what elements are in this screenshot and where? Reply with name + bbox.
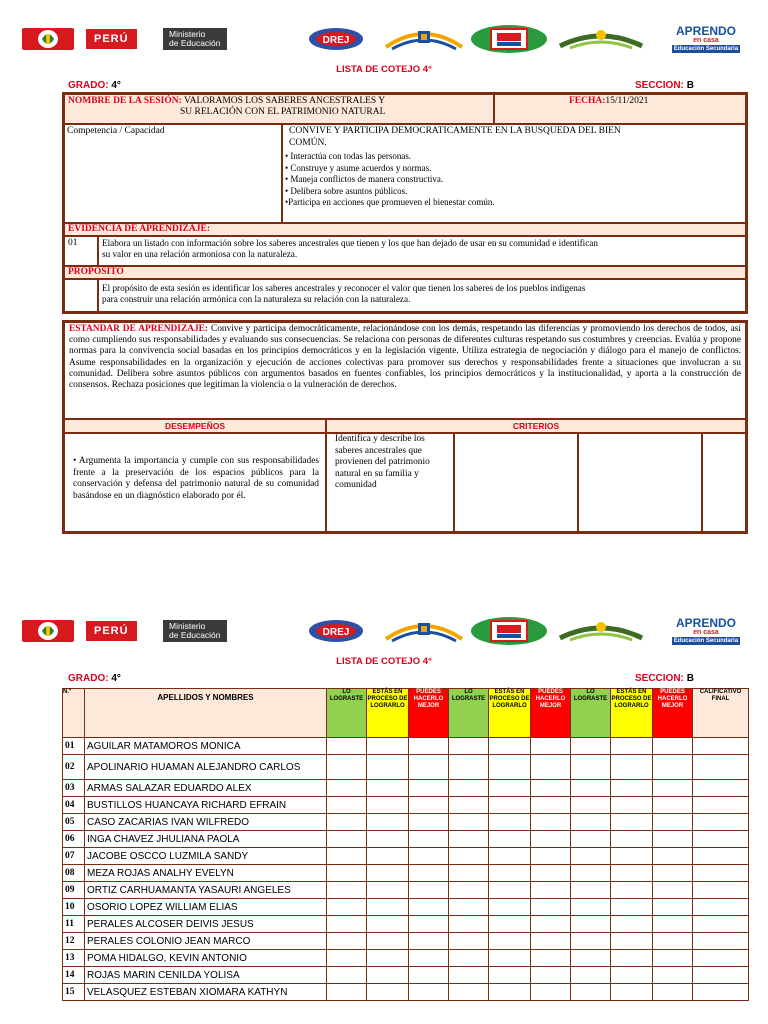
check-cell[interactable] [489, 848, 531, 865]
check-cell[interactable] [409, 933, 449, 950]
check-cell[interactable] [489, 831, 531, 848]
student-name: OSORIO LOPEZ WILLIAM ELIAS [85, 899, 327, 916]
check-cell[interactable] [327, 865, 367, 882]
col-proceso-header: ESTÁS EN PROCESO DE LOGRARLO [611, 689, 653, 738]
proposito-text: El propósito de esta sesión es identificar los saberes ancestrales y reconocer el valor que tienen los saberes de los pueblos indígenas para construir una relación armónica con la naturaleza su relación con la naturaleza. [98, 279, 746, 312]
final-grade-cell[interactable] [693, 814, 749, 831]
drej-text: DREJ [322, 35, 350, 46]
check-cell[interactable] [489, 950, 531, 967]
check-cell[interactable] [489, 984, 531, 1001]
competencia-cell: CONVIVE Y PARTICIPA DEMOCRATICAMENTE EN LA BUSQUEDA DEL BIEN COMÚN. • Interactúa con todas las personas. • Construye y asume acuerdos y normas. • Maneja conflictos de manera constructiva. • Delibera sobre asuntos públicos. •Participa en acciones que promueven el bienestar común. [282, 124, 746, 223]
table-row [63, 882, 749, 899]
check-cell[interactable] [611, 780, 653, 797]
student-name: MEZA ROJAS ANALHY EVELYN [85, 865, 327, 882]
student-name: JACOBE OSCCO LUZMILA SANDY [85, 848, 327, 865]
student-name: APOLINARIO HUAMAN ALEJANDRO CARLOS [85, 755, 327, 780]
check-cell[interactable] [571, 755, 611, 780]
criterio-empty-cell [702, 433, 746, 532]
check-cell[interactable] [367, 950, 409, 967]
check-cell[interactable] [531, 984, 571, 1001]
check-cell[interactable] [327, 984, 367, 1001]
check-cell[interactable] [409, 848, 449, 865]
check-cell[interactable] [653, 933, 693, 950]
student-name: PERALES ALCOSER DEIVIS JESUS [85, 916, 327, 933]
header-banner [16, 22, 756, 56]
check-cell[interactable] [449, 755, 489, 780]
page2-grado: GRADO: 4° [68, 673, 121, 684]
capacidad-item: •Participa en acciones que promueven el bienestar común. [285, 197, 495, 207]
check-cell[interactable] [489, 797, 531, 814]
check-cell[interactable] [611, 865, 653, 882]
check-cell[interactable] [611, 848, 653, 865]
check-cell[interactable] [327, 899, 367, 916]
peru-coat-of-arms-icon [18, 22, 78, 56]
check-cell[interactable] [571, 933, 611, 950]
table-row [63, 899, 749, 916]
check-cell[interactable] [531, 865, 571, 882]
check-cell[interactable] [449, 780, 489, 797]
peru-coat-of-arms-icon [18, 614, 78, 648]
page1-seccion: SECCION: B [635, 80, 694, 91]
col-lo-lograste-header: LO LOGRASTE [571, 689, 611, 738]
check-cell[interactable] [611, 933, 653, 950]
check-cell[interactable] [367, 738, 409, 755]
check-cell[interactable] [409, 738, 449, 755]
check-cell[interactable] [409, 899, 449, 916]
check-cell[interactable] [449, 950, 489, 967]
check-cell[interactable] [653, 738, 693, 755]
student-number: 12 [63, 933, 85, 950]
estandar-table [62, 320, 748, 534]
table-row [63, 967, 749, 984]
evidencia-num: 01 [64, 236, 98, 266]
check-cell[interactable] [611, 899, 653, 916]
check-cell[interactable] [531, 933, 571, 950]
check-cell[interactable] [531, 967, 571, 984]
drej-logo-icon [306, 614, 366, 648]
check-cell[interactable] [531, 848, 571, 865]
final-grade-cell[interactable] [693, 967, 749, 984]
final-grade-cell[interactable] [693, 950, 749, 967]
col-puedes-header: PUEDES HACERLO MEJOR [409, 689, 449, 738]
check-cell[interactable] [611, 950, 653, 967]
check-cell[interactable] [653, 950, 693, 967]
check-cell[interactable] [653, 984, 693, 1001]
criterio-empty-cell [454, 433, 578, 532]
ugel-logo-icon [384, 614, 464, 648]
checklist-header-row [63, 689, 749, 738]
check-cell[interactable] [653, 899, 693, 916]
check-cell[interactable] [409, 967, 449, 984]
school-crest-icon [468, 614, 550, 648]
proposito-num [64, 279, 98, 312]
criterio-empty-cell [578, 433, 702, 532]
final-grade-cell[interactable] [693, 831, 749, 848]
table-row [63, 984, 749, 1001]
check-cell[interactable] [449, 967, 489, 984]
table-row [63, 780, 749, 797]
check-cell[interactable] [327, 755, 367, 780]
capacidad-item: • Maneja conflictos de manera constructiva. [285, 174, 444, 184]
check-cell[interactable] [571, 738, 611, 755]
student-name: ROJAS MARIN CENILDA YOLISA [85, 967, 327, 984]
col-final-header: CALIFICATIVO FINAL [693, 689, 749, 738]
table-row [63, 848, 749, 865]
page1-grado: GRADO: 4° [68, 80, 121, 91]
check-cell[interactable] [409, 755, 449, 780]
check-cell[interactable] [409, 831, 449, 848]
table-row [63, 797, 749, 814]
col-names-header: APELLIDOS Y NOMBRES [85, 689, 327, 738]
check-cell[interactable] [367, 865, 409, 882]
check-cell[interactable] [489, 738, 531, 755]
check-cell[interactable] [611, 797, 653, 814]
check-cell[interactable] [571, 814, 611, 831]
check-cell[interactable] [367, 916, 409, 933]
check-cell[interactable] [571, 797, 611, 814]
drej-logo-icon [306, 22, 366, 56]
student-name: ORTIZ CARHUAMANTA YASAURI ANGELES [85, 882, 327, 899]
student-number: 06 [63, 831, 85, 848]
table-row [63, 865, 749, 882]
check-cell[interactable] [327, 933, 367, 950]
check-cell[interactable] [449, 738, 489, 755]
final-grade-cell[interactable] [693, 933, 749, 950]
check-cell[interactable] [611, 882, 653, 899]
student-number: 09 [63, 882, 85, 899]
check-cell[interactable] [653, 967, 693, 984]
check-cell[interactable] [449, 865, 489, 882]
check-cell[interactable] [449, 916, 489, 933]
final-grade-cell[interactable] [693, 984, 749, 1001]
check-cell[interactable] [653, 831, 693, 848]
student-name: BUSTILLOS HUANCAYA RICHARD EFRAIN [85, 797, 327, 814]
ugel-logo-icon [384, 22, 464, 56]
proposito-label: PROPÓSITO [64, 266, 746, 279]
check-cell[interactable] [367, 814, 409, 831]
student-number: 15 [63, 984, 85, 1001]
estandar-cell: ESTANDAR DE APRENDIZAJE: Convive y participa democráticamente, relacionándose con los demás, respetando las diferencias y promoviendo los derechos de todos, así como cumpliendo sus responsabilidades y evaluando sus consecuencias. Se relaciona con personas de diferentes culturas respetando sus costumbres y creencias. Evalúa y propone normas para la convivencia social basadas en los principios democráticos y en la legislación vigente. Utiliza estrategia de negociación y diálogo para el manejo de conflictos. Asume responsabilidades en la organización y ejecución de acciones colectivas para promover sus derechos y responsabilidades frente a situaciones que involucran a su comunidad. Delibera sobre asuntos públicos con argumentos basados en fuentes confiables, los principios democráticos y la institucionalidad, y aporta a la construcción de consensos. Rechaza posiciones que legitiman la violencia o la vulneración de derechos. [64, 322, 746, 419]
check-cell[interactable] [449, 899, 489, 916]
check-cell[interactable] [571, 865, 611, 882]
student-name: VELASQUEZ ESTEBAN XIOMARA KATHYN [85, 984, 327, 1001]
peru-label: PERÚ [86, 29, 137, 49]
check-cell[interactable] [409, 950, 449, 967]
check-cell[interactable] [531, 780, 571, 797]
evidencia-text: Elabora un listado con información sobre los saberes ancestrales que tienen y los que han dejado de usar en su comunidad e identifican su valor en una relación armoniosa con la naturaleza. [98, 236, 746, 266]
check-cell[interactable] [531, 738, 571, 755]
check-cell[interactable] [531, 814, 571, 831]
check-cell[interactable] [367, 899, 409, 916]
student-number: 14 [63, 967, 85, 984]
check-cell[interactable] [327, 950, 367, 967]
check-cell[interactable] [611, 967, 653, 984]
check-cell[interactable] [489, 967, 531, 984]
col-lo-lograste-header: LO LOGRASTE [327, 689, 367, 738]
check-cell[interactable] [653, 780, 693, 797]
check-cell[interactable] [327, 848, 367, 865]
check-cell[interactable] [367, 797, 409, 814]
col-proceso-header: ESTÁS EN PROCESO DE LOGRARLO [489, 689, 531, 738]
check-cell[interactable] [611, 831, 653, 848]
checklist-table [62, 688, 749, 1001]
check-cell[interactable] [489, 899, 531, 916]
student-name: CASO ZACARIAS IVAN WILFREDO [85, 814, 327, 831]
check-cell[interactable] [653, 882, 693, 899]
check-cell[interactable] [409, 865, 449, 882]
col-puedes-header: PUEDES HACERLO MEJOR [653, 689, 693, 738]
student-number: 04 [63, 797, 85, 814]
student-number: 10 [63, 899, 85, 916]
table-row [63, 933, 749, 950]
check-cell[interactable] [531, 950, 571, 967]
ministerio-logo: Ministerio de Educación [163, 28, 227, 50]
check-cell[interactable] [449, 848, 489, 865]
check-cell[interactable] [489, 933, 531, 950]
final-grade-cell[interactable] [693, 797, 749, 814]
final-grade-cell[interactable] [693, 865, 749, 882]
check-cell[interactable] [611, 984, 653, 1001]
check-cell[interactable] [327, 916, 367, 933]
check-cell[interactable] [531, 899, 571, 916]
check-cell[interactable] [531, 797, 571, 814]
check-cell[interactable] [653, 755, 693, 780]
secundaria-logo-icon [556, 614, 646, 648]
student-number: 08 [63, 865, 85, 882]
session-name-cell: NOMBRE DE LA SESIÓN: VALORAMOS LOS SABERES ANCESTRALES Y SU RELACIÓN CON EL PATRIMONIO NATURAL [64, 94, 494, 124]
check-cell[interactable] [367, 882, 409, 899]
check-cell[interactable] [327, 967, 367, 984]
student-name: INGA CHAVEZ JHULIANA PAOLA [85, 831, 327, 848]
check-cell[interactable] [531, 831, 571, 848]
session-info-table [62, 92, 748, 314]
check-cell[interactable] [653, 916, 693, 933]
check-cell[interactable] [611, 738, 653, 755]
capacidad-item: • Delibera sobre asuntos públicos. [285, 185, 408, 196]
school-crest-icon [468, 22, 550, 56]
student-number: 13 [63, 950, 85, 967]
check-cell[interactable] [409, 797, 449, 814]
criterios-header: CRITERIOS [326, 419, 746, 433]
desempenos-header: DESEMPEÑOS [64, 419, 326, 433]
check-cell[interactable] [531, 882, 571, 899]
student-name: PERALES COLONIO JEAN MARCO [85, 933, 327, 950]
col-num-header: N.º [63, 689, 85, 738]
check-cell[interactable] [611, 916, 653, 933]
student-number: 02 [63, 755, 85, 780]
secundaria-logo-icon [556, 22, 646, 56]
check-cell[interactable] [489, 865, 531, 882]
final-grade-cell[interactable] [693, 755, 749, 780]
check-cell[interactable] [327, 882, 367, 899]
aprendo-en-casa-logo: APRENDO en casa Educación Secundaria [673, 23, 739, 52]
check-cell[interactable] [449, 814, 489, 831]
student-number: 11 [63, 916, 85, 933]
check-cell[interactable] [489, 814, 531, 831]
aprendo-en-casa-logo: APRENDO en casa Educación Secundaria [673, 615, 739, 644]
check-cell[interactable] [409, 916, 449, 933]
check-cell[interactable] [367, 780, 409, 797]
final-grade-cell[interactable] [693, 899, 749, 916]
student-number: 01 [63, 738, 85, 755]
check-cell[interactable] [409, 780, 449, 797]
table-row [63, 916, 749, 933]
table-row [63, 738, 749, 755]
desempeno-cell: • Argumenta la importancia y cumple con sus responsabilidades frente a la preservación de los espacios públicos para la conservación y defensa del patrimonio natural de su comunidad basándose en un diagnóstico elaborado por él. [64, 433, 326, 532]
final-grade-cell[interactable] [693, 882, 749, 899]
check-cell[interactable] [571, 916, 611, 933]
check-cell[interactable] [449, 984, 489, 1001]
check-cell[interactable] [409, 814, 449, 831]
check-cell[interactable] [611, 755, 653, 780]
student-number: 05 [63, 814, 85, 831]
col-lo-lograste-header: LO LOGRASTE [449, 689, 489, 738]
page2-title: LISTA DE COTEJO 4° [336, 656, 432, 667]
capacidad-item: • Construye y asume acuerdos y normas. [285, 162, 432, 173]
check-cell[interactable] [409, 984, 449, 1001]
drej-text: DREJ [322, 627, 350, 638]
fecha-cell: FECHA:15/11/2021 [494, 94, 746, 124]
student-name: ARMAS SALAZAR EDUARDO ALEX [85, 780, 327, 797]
check-cell[interactable] [489, 755, 531, 780]
check-cell[interactable] [489, 882, 531, 899]
col-puedes-header: PUEDES HACERLO MEJOR [531, 689, 571, 738]
check-cell[interactable] [489, 780, 531, 797]
final-grade-cell[interactable] [693, 916, 749, 933]
check-cell[interactable] [571, 848, 611, 865]
criterio-cell: Identifica y describe los saberes ancestrales que provienen del patrimonio natural en su familia y comunidad [326, 433, 454, 532]
check-cell[interactable] [449, 831, 489, 848]
table-row [63, 755, 749, 780]
check-cell[interactable] [367, 984, 409, 1001]
header-banner [16, 614, 756, 648]
check-cell[interactable] [571, 950, 611, 967]
table-row [63, 814, 749, 831]
check-cell[interactable] [489, 916, 531, 933]
check-cell[interactable] [571, 780, 611, 797]
check-cell[interactable] [367, 831, 409, 848]
check-cell[interactable] [571, 831, 611, 848]
table-row [63, 950, 749, 967]
check-cell[interactable] [611, 814, 653, 831]
check-cell[interactable] [327, 797, 367, 814]
check-cell[interactable] [653, 814, 693, 831]
col-proceso-header: ESTÁS EN PROCESO DE LOGRARLO [367, 689, 409, 738]
student-number: 07 [63, 848, 85, 865]
check-cell[interactable] [327, 780, 367, 797]
check-cell[interactable] [409, 882, 449, 899]
check-cell[interactable] [327, 814, 367, 831]
final-grade-cell[interactable] [693, 848, 749, 865]
peru-label: PERÚ [86, 621, 137, 641]
page1-title: LISTA DE COTEJO 4° [336, 64, 432, 75]
check-cell[interactable] [367, 755, 409, 780]
check-cell[interactable] [327, 738, 367, 755]
check-cell[interactable] [571, 984, 611, 1001]
check-cell[interactable] [531, 755, 571, 780]
check-cell[interactable] [653, 865, 693, 882]
check-cell[interactable] [449, 933, 489, 950]
evidencia-label: EVIDENCIA DE APRENDIZAJE: [64, 223, 746, 236]
student-name: AGUILAR MATAMOROS MONICA [85, 738, 327, 755]
check-cell[interactable] [571, 967, 611, 984]
student-name: POMA HIDALGO, KEVIN ANTONIO [85, 950, 327, 967]
check-cell[interactable] [367, 967, 409, 984]
ministerio-logo: Ministerio de Educación [163, 620, 227, 642]
student-number: 03 [63, 780, 85, 797]
table-row [63, 831, 749, 848]
page2-seccion: SECCION: B [635, 673, 694, 684]
capacidad-item: • Interactúa con todas las personas. [285, 151, 412, 161]
final-grade-cell[interactable] [693, 738, 749, 755]
check-cell[interactable] [653, 848, 693, 865]
check-cell[interactable] [327, 831, 367, 848]
check-cell[interactable] [449, 797, 489, 814]
check-cell[interactable] [653, 797, 693, 814]
final-grade-cell[interactable] [693, 780, 749, 797]
check-cell[interactable] [571, 899, 611, 916]
check-cell[interactable] [367, 933, 409, 950]
check-cell[interactable] [571, 882, 611, 899]
check-cell[interactable] [531, 916, 571, 933]
check-cell[interactable] [367, 848, 409, 865]
competencia-label-cell: Competencia / Capacidad [64, 124, 282, 223]
check-cell[interactable] [449, 882, 489, 899]
